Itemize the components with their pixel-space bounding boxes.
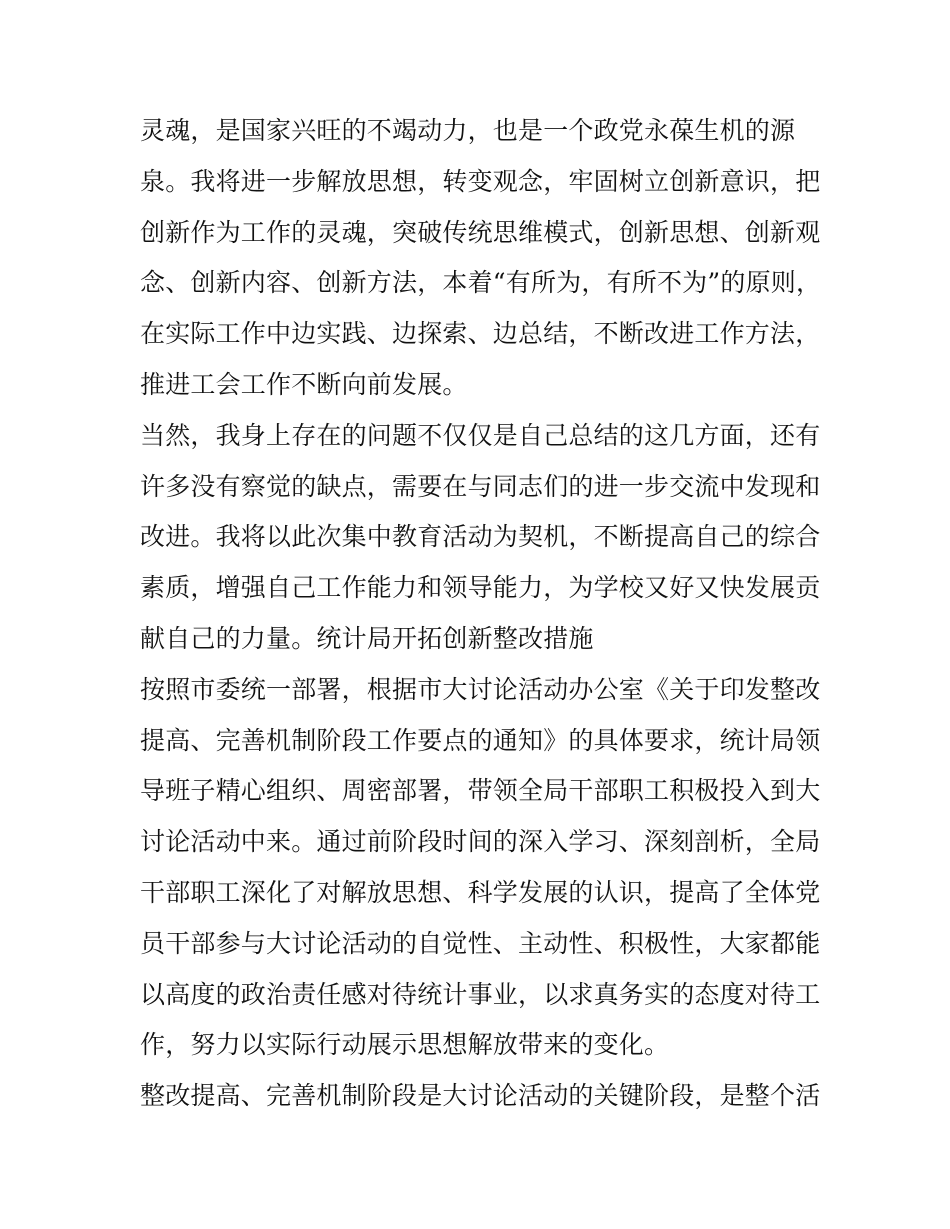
text-line: 献自己的力量。统计局开拓创新整改措施 — [140, 623, 594, 653]
text-line: 灵魂，是国家兴旺的不竭动力，也是一个政党永葆生机的源 — [140, 116, 796, 145]
text-line: 素质，增强自己工作能力和领导能力，为学校又好又快发展贡 — [140, 573, 821, 603]
text-line: 按照市委统一部署，根据市大讨论活动办公室《关于印发整改 — [140, 674, 821, 704]
text-line: 以高度的政治责任感对待统计事业，以求真务实的态度对待工 — [140, 979, 821, 1009]
text-line: 创新作为工作的灵魂，突破传统思维模式，创新思想、创新观 — [140, 217, 821, 247]
text-line: 推进工会工作不断向前发展。 — [140, 369, 468, 399]
text-line: 许多没有察觉的缺点，需要在与同志们的进一步交流中发现和 — [140, 471, 821, 501]
text-line: 当然，我身上存在的问题不仅仅是自己总结的这几方面，还有 — [140, 420, 821, 450]
text-line: 改进。我将以此次集中教育活动为契机，不断提高自己的综合 — [140, 522, 821, 552]
text-line: 提高、完善机制阶段工作要点的通知》的具体要求，统计局领 — [140, 725, 821, 755]
text-line: 作，努力以实际行动展示思想解放带来的变化。 — [140, 1030, 670, 1060]
text-line: 念、创新内容、创新方法，本着“有所为，有所不为”的原则， — [140, 268, 822, 298]
body-text — [140, 106, 820, 1122]
text-line: 在实际工作中边实践、边探索、边总结，不断改进工作方法， — [140, 319, 821, 349]
text-line: 讨论活动中来。通过前阶段时间的深入学习、深刻剖析，全局 — [140, 827, 821, 857]
text-line: 导班子精心组织、周密部署，带领全局干部职工积极投入到大 — [140, 776, 821, 806]
text-line: 干部职工深化了对解放思想、科学发展的认识，提高了全体党 — [140, 877, 821, 907]
text-line: 泉。我将进一步解放思想，转变观念，牢固树立创新意识，把 — [140, 166, 821, 196]
text-line: 整改提高、完善机制阶段是大讨论活动的关键阶段，是整个活 — [140, 1081, 821, 1111]
text-line: 员干部参与大讨论活动的自觉性、主动性、积极性，大家都能 — [140, 928, 821, 958]
